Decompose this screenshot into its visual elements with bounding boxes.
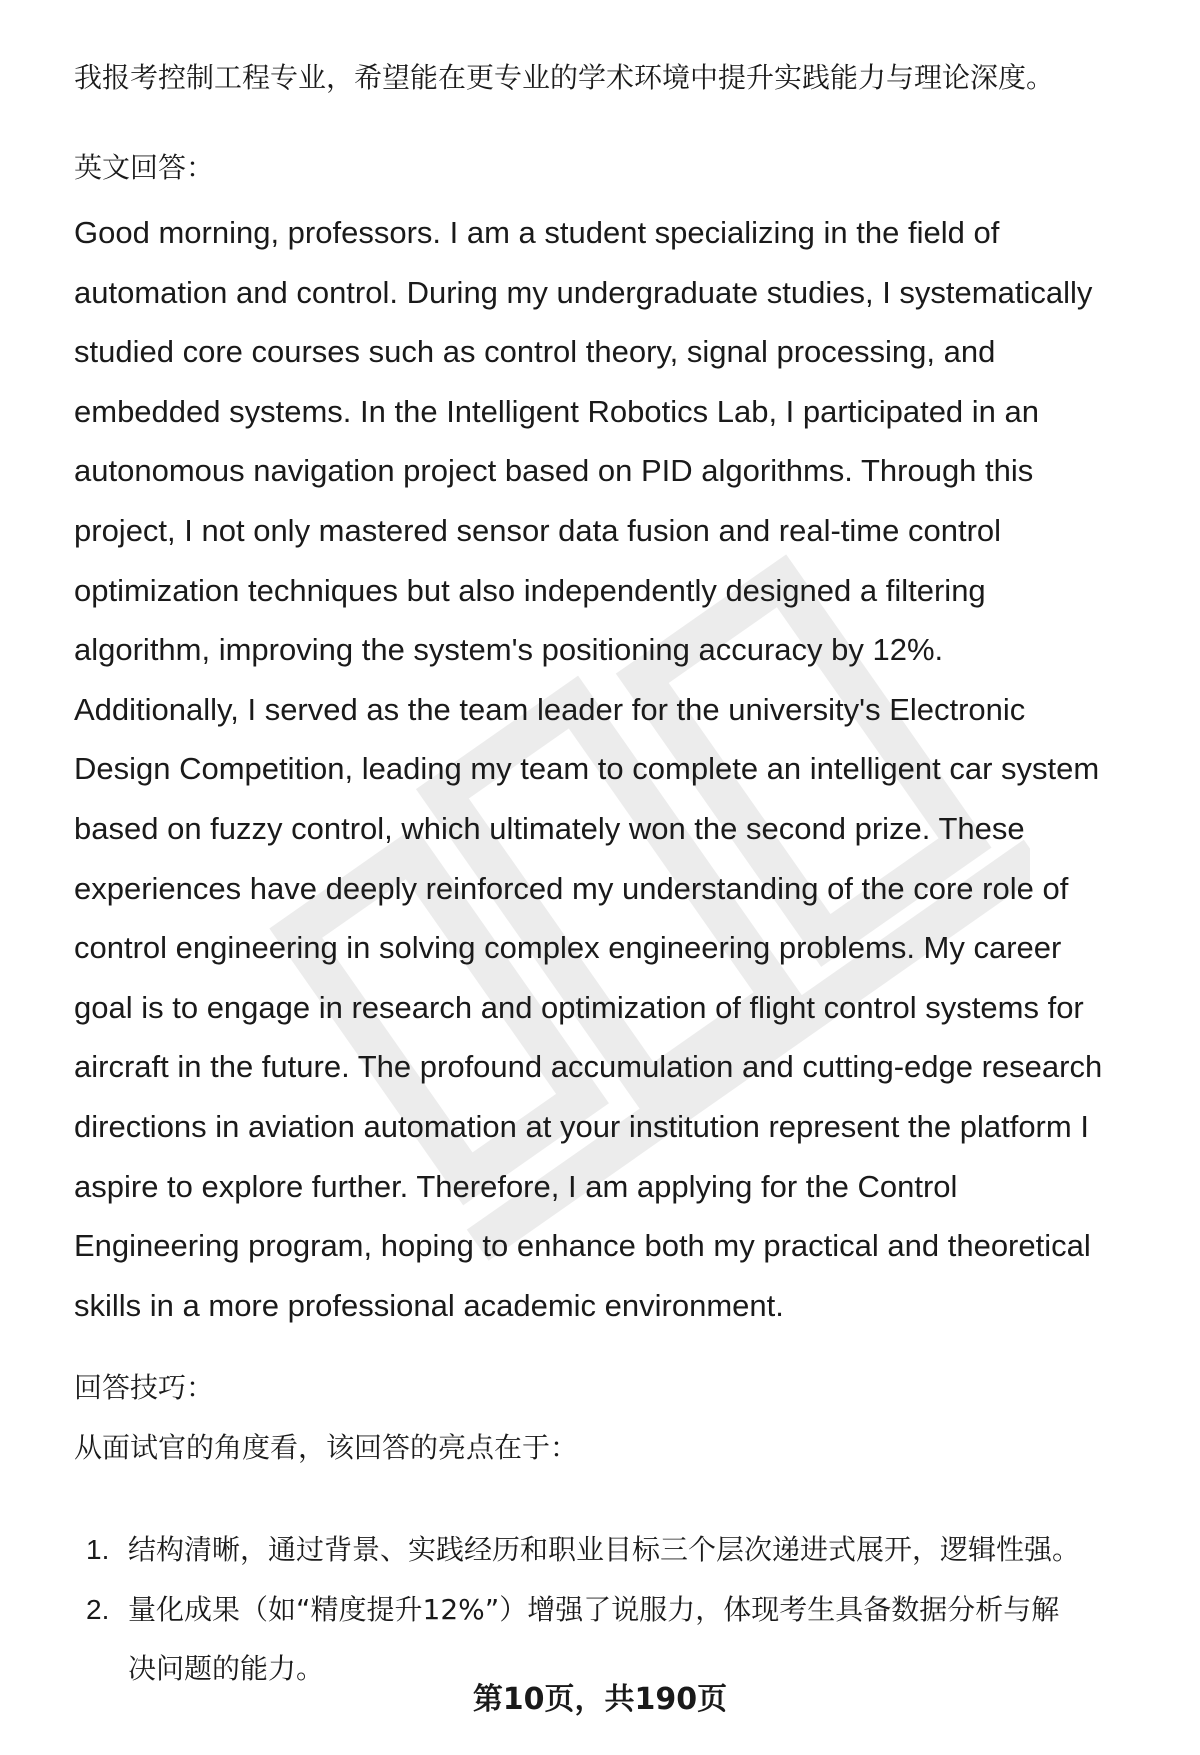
tips-label: 回答技巧： (74, 1371, 215, 1404)
tips-list (74, 1520, 1156, 1699)
tips-list-item (74, 1520, 1156, 1579)
answer-line: experiences have deeply reinforced my understanding of the core role of (74, 870, 1069, 906)
tips-intro: 从面试官的角度看，该回答的亮点在于： (74, 1431, 579, 1464)
answer-line: algorithm, improving the system's positioning accuracy by 12%. (74, 632, 944, 668)
tip-text: 量化成果（如“精度提升12%”）增强了说服力，体现考生具备数据分析与解 (128, 1593, 1060, 1626)
answer-line: optimization techniques but also independently designed a filtering (74, 572, 986, 608)
answer-line: automation and control. During my undergraduate studies, I systematically (74, 274, 1093, 310)
answer-line: project, I not only mastered sensor data fusion and real-time control (74, 512, 1002, 548)
answer-line: goal is to engage in research and optimization of flight control systems for (74, 989, 1084, 1025)
tip-text-continued: 决问题的能力。 (128, 1652, 325, 1685)
answer-line: control engineering in solving complex engineering problems. My career (74, 930, 1062, 966)
tip-text: 结构清晰，通过背景、实践经历和职业目标三个层次递进式展开，逻辑性强。 (128, 1533, 1081, 1566)
english-answer-text (74, 203, 1156, 1335)
answer-line: based on fuzzy control, which ultimately won the second prize. These (74, 810, 1025, 846)
answer-line: skills in a more professional academic environment. (74, 1287, 784, 1323)
answer-line: aspire to explore further. Therefore, I am applying for the Control (74, 1168, 958, 1204)
answer-line: directions in aviation automation at your institution represent the platform I (74, 1108, 1089, 1144)
answer-line: studied core courses such as control theory, signal processing, and (74, 334, 996, 370)
list-number: 2. (86, 1594, 110, 1625)
english-answer-label: 英文回答： (74, 151, 215, 184)
intro-line: 我报考控制工程专业，希望能在更专业的学术环境中提升实践能力与理论深度。 (74, 61, 1055, 94)
answer-line: autonomous navigation project based on PID algorithms. Through this (74, 453, 1034, 489)
answer-line: aircraft in the future. The profound accumulation and cutting-edge research (74, 1049, 1103, 1085)
answer-line: Design Competition, leading my team to complete an intelligent car system (74, 751, 1100, 787)
list-number: 1. (86, 1534, 110, 1565)
answer-line: embedded systems. In the Intelligent Robotics Lab, I participated in an (74, 393, 1040, 429)
answer-line: Additionally, I served as the team leader for the university's Electronic (74, 691, 1026, 727)
answer-line: Good morning, professors. I am a student specializing in the field of (74, 215, 1000, 250)
page-number: 第10页，共190页 (472, 1682, 728, 1717)
answer-line: Engineering program, hoping to enhance both my practical and theoretical (74, 1228, 1091, 1264)
